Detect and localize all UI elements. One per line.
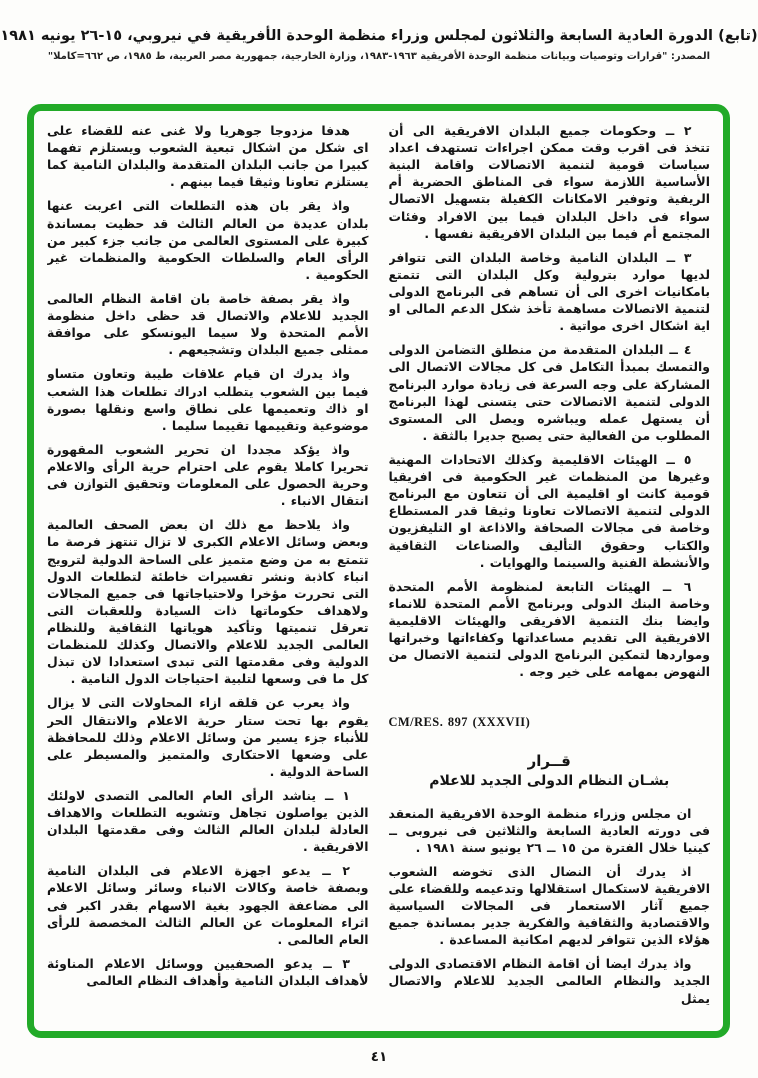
paragraph: اذ يدرك أن النضال الذى تخوضه الشعوب الافريقية لاستكمال استقلالها وتدعيمه وللقضاء على جميع آثار الاستعمار فى المجالات السياسية والاقتصادية والثقافية والفكرية جدير بمساندة جميع هؤلاء الذين تتوافر لديهم امكانية المساعدة . (388, 863, 710, 948)
resolution-code: CM/RES. 897 (XXXVII) (388, 715, 531, 730)
paragraph-operative-3: ٣ ــ يدعو الصحفيين ووسائل الاعلام المناوئة لأهداف البلدان النامية وأهداف النظام العالمى (47, 955, 369, 989)
paragraph-item-4: ٤ ــ البلدان المتقدمة من منطلق التضامن الدولى والتمسك بمبدأ التكامل فى كل مجالات الاتصال الى المشاركة على وجه السرعة فى زيادة موارد البرنامج الدولى لتنمية الاتصالات حتى يتسنى لهذا البرنامج أن يستهل عمله ويباشره ويصل الى المستوى المطلوب من الفعالية حتى يصبح جديرا بالثقة . (388, 342, 710, 443)
column-left (47, 122, 369, 1023)
paragraph: هدفا مزدوجا جوهريا ولا غنى عنه للقضاء على اى شكل من اشكال تبعية الشعوب ويستلزم تفهما كبيرا من جانب البلدان المتقدمة والبلدان النامية كما يستلزم تعاونا وثيقا فيما بينهم . (47, 123, 369, 190)
header-source-line: المصدر: "قرارات وتوصيات وبيانات منظمة الوحدة الأفريقية ١٩٦٣-١٩٨٣، وزارة الخارجية، جمهورية مصر العربية، ط ١٩٨٥، ص ٦٦٢=كاملا" (47, 51, 711, 62)
paragraph: واذ يؤكد مجددا ان تحرير الشعوب المقهورة تحريرا كاملا يقوم على احترام حرية الرأى والاعلام وحرية الحصول على المعلومات وتحقيق التوازن فى انتقال الانباء . (47, 441, 369, 509)
resolution-subtitle: بشـان النظام الدولى الجديد للاعلام (429, 772, 670, 789)
resolution-preamble: ان مجلس وزراء منظمة الوحدة الافريقية المنعقد فى دورته العادية السابعة والثلاثين فى نيروبى ــ كينيا خلال الفترة من ١٥ ــ ٢٦ يونيو سنة ١٩٨١ . (388, 805, 710, 855)
paragraph-operative-2: ٢ ــ يدعو اجهزة الاعلام فى البلدان النامية وبصفة خاصة وكالات الانباء وسائر وسائل الاعلام الى مضاعفة الجهود بغية الاسهام بقدر اكبر فى اثراء المعلومات عن العالم الثالث المخصصة للرأى العام العالمى . (47, 863, 369, 947)
paragraph-item-5: ٥ ــ الهيئات الاقليمية وكذلك الاتحادات المهنية وغيرها من المنظمات غير الحكومية فى افريقيا قومية كانت او اقليمية الى أن تتعاون مع البرنامج الدولى لتنمية الاتصالات تعاونا وثيقا قدر المستطاع وخاصة فى مجالات الصحافة والاذاعة او التليفزيون والكتاب وحقوق التأليف والصناعات الثقافية والأنشطة الفنية والسينما والهوايات . (388, 451, 710, 570)
paragraph: واذ يقر بان هذه التطلعات التى اعربت عنها بلدان عديدة من العالم الثالث قد حظيت بمساندة كبيرة على المستوى العالمى من جانب جزء كبير من الرأى العام والسلطات الحكومية والمنظمات غير الحكومية . (47, 198, 369, 282)
paragraph: واذ يدرك ايضا أن اقامة النظام الاقتصادى الدولى الجديد والنظام العالمى الجديد للاعلام والاتصال يمثل (388, 956, 710, 1006)
paragraph-item-3: ٣ ــ البلدان النامية وخاصة البلدان التى تتوافر لديها موارد بترولية وكل البلدان التى تتمتع بامكانيات اخرى الى أن تساهم فى البرنامج الدولى لتنمية الاتصالات مساهمة تأخذ شكل الدعم المالى او اية اشكال اخرى مواتية . (388, 249, 710, 334)
header-session-title: (تابع) الدورة العادية السابعة والثلاثون لمجلس وزراء منظمة الوحدة الأفريقية في نيروبي، ١٥-٢٦ يونيه ١٩٨١ (0, 28, 758, 44)
paragraph-operative-1: ١ ــ يناشد الرأى العام العالمى التصدى لاولئك الذين يواصلون تجاهل وتشويه التطلعات والاهداف العادلة لبلدان العالم الثالث وفى مقدمتها البلدان الافريقية . (47, 787, 369, 855)
paragraph: واذ يعرب عن قلقه ازاء المحاولات التى لا يزال يقوم بها تحت ستار حرية الاعلام والانتقال الحر للأنباء جزء يسير من وسائل الاعلام وذلك للمحافظة على وضعها الاحتكارى والمتميز والمسيطر على الساحة الدولية . (47, 695, 369, 779)
column-right (389, 122, 711, 1023)
paragraph-item-2: ٢ ــ وحكومات جميع البلدان الافريقية الى أن تتخذ فى اقرب وقت ممكن اجراءات تستهدف اعداد سياسات قومية لتنمية الاتصالات واقامة البنية الأساسية اللازمة سواء فى المناطق الحضرية أم الريفية وتوفير الامكانات الكفيلة بتسهيل الاتصال سواء فى داخل البلدان فيما بين الافراد وفئات المجتمع أم فيما بين البلدان الافريقية نفسها . (388, 123, 710, 241)
green-content-frame (27, 104, 730, 1038)
paragraph-item-6: ٦ ــ الهيئات التابعة لمنظومة الأمم المتحدة وخاصة البنك الدولى وبرنامج الأمم المتحدة للانماء وايضا بنك التنمية الافريقى والهيئات الاقليمية الافريقية الى تقديم مساعداتها وكفاءاتها وخبراتها ومواردها لتمكين البرنامج الدولى لتنمية الاتصال من النهوض بمهامه على خير وجه . (388, 578, 710, 680)
page-header (0, 28, 758, 62)
page-number: ٤١ (370, 1049, 388, 1065)
resolution-title: قــرار (527, 751, 571, 770)
paragraph: واذ يدرك ان قيام علاقات طيبة وتعاون متساو فيما بين الشعوب يتطلب ادراك تطلعات هذا الشعب او ذاك وتعميمها على نطاق واسع ونقلها بصورة موضوعية وتقييمها تقييما سليما . (47, 366, 369, 433)
paragraph: واذ يقر بصفة خاصة بان اقامة النظام العالمى الجديد للاعلام والاتصال قد حظى داخل منظومة الأمم المتحدة ولا سيما اليونسكو على موافقة ممثلى جميع البلدان وتشجيعهم . (47, 290, 369, 358)
paragraph: واذ يلاحظ مع ذلك ان بعض الصحف العالمية وبعض وسائل الاعلام الكبرى لا تزال تنتهز فرصة ما تتمتع به من وضع متميز على الساحة الدولية لترويج انباء كاذبة ونشر تفسيرات خاطئة لتطلعات الدول التى تحررت مؤخرا ولاحتياجاتها فى جميع المجالات ولاهداف حكوماتها ذات السيادة وللعقبات التى تعرقل تنميتها وتأكيد هوياتها الثقافية وللنظام العالمى الجديد للاعلام والاتصال وكذلك للمنظمات الدولية وفى مقدمتها التى تبدى استعدادا لان تبذل كل ما فى وسعها لتلبية احتياجات الدول النامية . (47, 517, 369, 687)
